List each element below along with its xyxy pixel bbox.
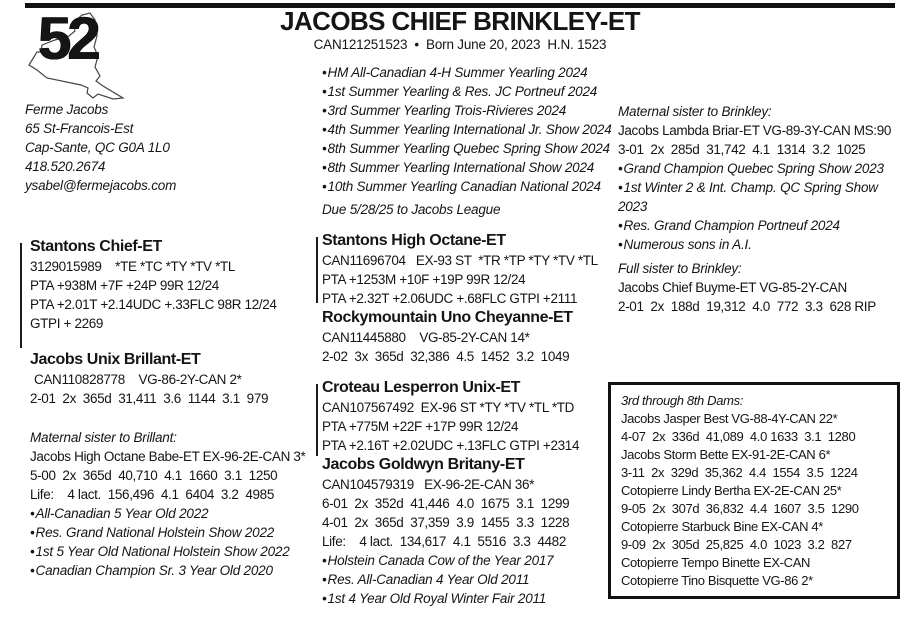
sister-record-line: 3-01 2x 285d 31,742 4.1 1314 3.2 1025 [618, 142, 866, 157]
dam-sire-name: Croteau Lesperron Unix-ET [322, 379, 521, 396]
dam-sire-data-line: PTA +2.16T +2.02UDC +.13FLC GTPI +2314 [322, 438, 580, 453]
sister-name-line: Jacobs High Octane Babe-ET EX-96-2E-CAN 3* [30, 449, 306, 464]
sister-award: • Res. Grand Champion Portneuf 2024 [618, 216, 910, 235]
consignor-address2: Cap-Sante, QC G0A 1L0 [25, 140, 170, 155]
award-item: • HM All-Canadian 4-H Summer Yearling 2024 [322, 63, 612, 82]
sister-label: Maternal sister to Brillant: [30, 430, 177, 445]
dam-data-line: CAN110828778 VG-86-2Y-CAN 2* [34, 372, 242, 387]
dam-name-line: Jacobs Jasper Best VG-88-4Y-CAN 22* [621, 411, 838, 426]
sire-name: Stantons Chief-ET [30, 238, 162, 255]
sister-award: • 1st 5 Year Old National Holstein Show 2022 [30, 542, 320, 561]
sire-dam-data-line: 2-02 3x 365d 32,386 4.5 1452 3.2 1049 [322, 349, 570, 364]
awards-list [322, 63, 612, 196]
dam-record-line: 9-09 2x 305d 25,825 4.0 1023 3.2 827 [621, 537, 852, 552]
dam-record-line: 3-11 2x 329d 35,362 4.4 1554 3.5 1224 [621, 465, 858, 480]
dam-sire-data-line: PTA +775M +22F +17P 99R 12/24 [322, 419, 519, 434]
dam-name-line: Cotopierre Tempo Binette EX-CAN [621, 555, 811, 570]
consignor-phone: 418.520.2674 [25, 159, 106, 174]
sister-award: • Res. Grand National Holstein Show 2022 [30, 523, 320, 542]
pedigree-bracket-line [316, 384, 318, 456]
pedigree-bracket-line [316, 237, 318, 303]
sire-sire-name: Stantons High Octane-ET [322, 232, 506, 249]
award-item: • 3rd Summer Yearling Trois-Rivieres 2024 [322, 101, 612, 120]
sister-record-line: 5-00 2x 365d 40,710 4.1 1660 3.1 1250 [30, 468, 278, 483]
sire-data-line: 3129015989 *TE *TC *TY *TV *TL [30, 259, 236, 274]
sister-award: • 1st Winter 2 & Int. Champ. QC Spring Show 2023 [618, 178, 910, 216]
sister-name-line: Jacobs Chief Buyme-ET VG-85-2Y-CAN [618, 280, 847, 295]
sister-label: Full sister to Brinkley: [618, 261, 742, 276]
dams-box-label: 3rd through 8th Dams: [621, 393, 743, 408]
dam-dam-data-line: 4-01 2x 365d 37,359 3.9 1455 3.3 1228 [322, 515, 570, 530]
sire-grandparents-block [322, 231, 614, 366]
sire-sire-data-line: CAN11696704 EX-93 ST *TR *TP *TY *TV *TL [322, 253, 598, 268]
dam-sire-data-line: CAN107567492 EX-96 ST *TY *TV *TL *TD [322, 400, 575, 415]
brillant-sister-block [30, 428, 320, 580]
lot-number: 52 [38, 5, 97, 72]
dam-dam-award: • Res. All-Canadian 4 Year Old 2011 [322, 570, 614, 589]
dam-dam-award: • Holstein Canada Cow of the Year 2017 [322, 551, 614, 570]
due-date-line: Due 5/28/25 to Jacobs League [322, 202, 501, 217]
sire-data-line: GTPI + 2269 [30, 316, 104, 331]
dams-box [608, 382, 900, 599]
dam-dam-data-line: Life: 4 lact. 134,617 4.1 5516 3.3 4482 [322, 534, 566, 549]
brinkley-full-sister-block [618, 259, 910, 316]
sire-dam-name: Rockymountain Uno Cheyanne-ET [322, 309, 573, 326]
sire-sire-data-line: PTA +1253M +10F +19P 99R 12/24 [322, 272, 526, 287]
sire-dam-data-line: CAN11445880 VG-85-2Y-CAN 14* [322, 330, 530, 345]
sister-award: • Canadian Champion Sr. 3 Year Old 2020 [30, 561, 320, 580]
dam-name-line: Jacobs Storm Bette EX-91-2E-CAN 6* [621, 447, 831, 462]
sire-sire-data-line: PTA +2.32T +2.06UDC +.68FLC GTPI +2111 [322, 291, 578, 306]
award-item: • 10th Summer Yearling Canadian National 2024 [322, 177, 612, 196]
dam-dam-name: Jacobs Goldwyn Britany-ET [322, 456, 525, 473]
dam-grandparents-block [322, 378, 614, 608]
award-item: • 8th Summer Yearling International Show 2024 [322, 158, 612, 177]
dam-name-line: Cotopierre Starbuck Bine EX-CAN 4* [621, 519, 823, 534]
award-item: • 8th Summer Yearling Quebec Spring Show 2024 [322, 139, 612, 158]
sister-record-line: Life: 4 lact. 156,496 4.1 6404 3.2 4985 [30, 487, 274, 502]
pedigree-bracket-line [20, 243, 22, 348]
dam-dam-data-line: 6-01 2x 352d 41,446 4.0 1675 3.1 1299 [322, 496, 570, 511]
dam-name: Jacobs Unix Brillant-ET [30, 351, 201, 368]
sire-data-line: PTA +2.01T +2.14UDC +.33FLC 98R 12/24 [30, 297, 277, 312]
award-item: • 1st Summer Yearling & Res. JC Portneuf 2024 [322, 82, 612, 101]
dam-name-line: Cotopierre Tino Bisquette VG-86 2* [621, 573, 813, 588]
sister-record-line: 2-01 2x 188d 19,312 4.0 772 3.3 628 RIP [618, 299, 876, 314]
dam-record-line: 4-07 2x 336d 41,089 4.0 1633 3.1 1280 [621, 429, 856, 444]
dam-dam-data-line: CAN104579319 EX-96-2E-CAN 36* [322, 477, 535, 492]
sister-name-line: Jacobs Lambda Briar-ET VG-89-3Y-CAN MS:90 [618, 123, 892, 138]
dam-name-line: Cotopierre Lindy Bertha EX-2E-CAN 25* [621, 483, 842, 498]
dam-record-line: 9-05 2x 307d 36,832 4.4 1607 3.5 1290 [621, 501, 859, 516]
sister-award: • All-Canadian 5 Year Old 2022 [30, 504, 320, 523]
sister-award: • Numerous sons in A.I. [618, 235, 910, 254]
consignor-address1: 65 St-Francois-Est [25, 121, 134, 136]
consignor-email: ysabel@fermejacobs.com [25, 178, 177, 193]
sire-data-line: PTA +938M +7F +24P 99R 12/24 [30, 278, 219, 293]
sister-label: Maternal sister to Brinkley: [618, 104, 772, 119]
sire-block [30, 237, 315, 333]
dam-data-line: 2-01 2x 365d 31,411 3.6 1144 3.1 979 [30, 391, 269, 406]
brinkley-maternal-sister-block [618, 102, 910, 254]
dam-block [30, 350, 315, 408]
award-item: • 4th Summer Yearling International Jr. Show 2024 [322, 120, 612, 139]
sister-award: • Grand Champion Quebec Spring Show 2023 [618, 159, 910, 178]
consignor-name: Ferme Jacobs [25, 102, 109, 117]
dam-dam-award: • 1st 4 Year Old Royal Winter Fair 2011 [322, 589, 614, 608]
page-title: JACOBS CHIEF BRINKLEY-ET [280, 6, 640, 36]
animal-id-line: CAN121251523 • Born June 20, 2023 H.N. 1523 [313, 37, 607, 52]
consignor-block [25, 100, 176, 195]
